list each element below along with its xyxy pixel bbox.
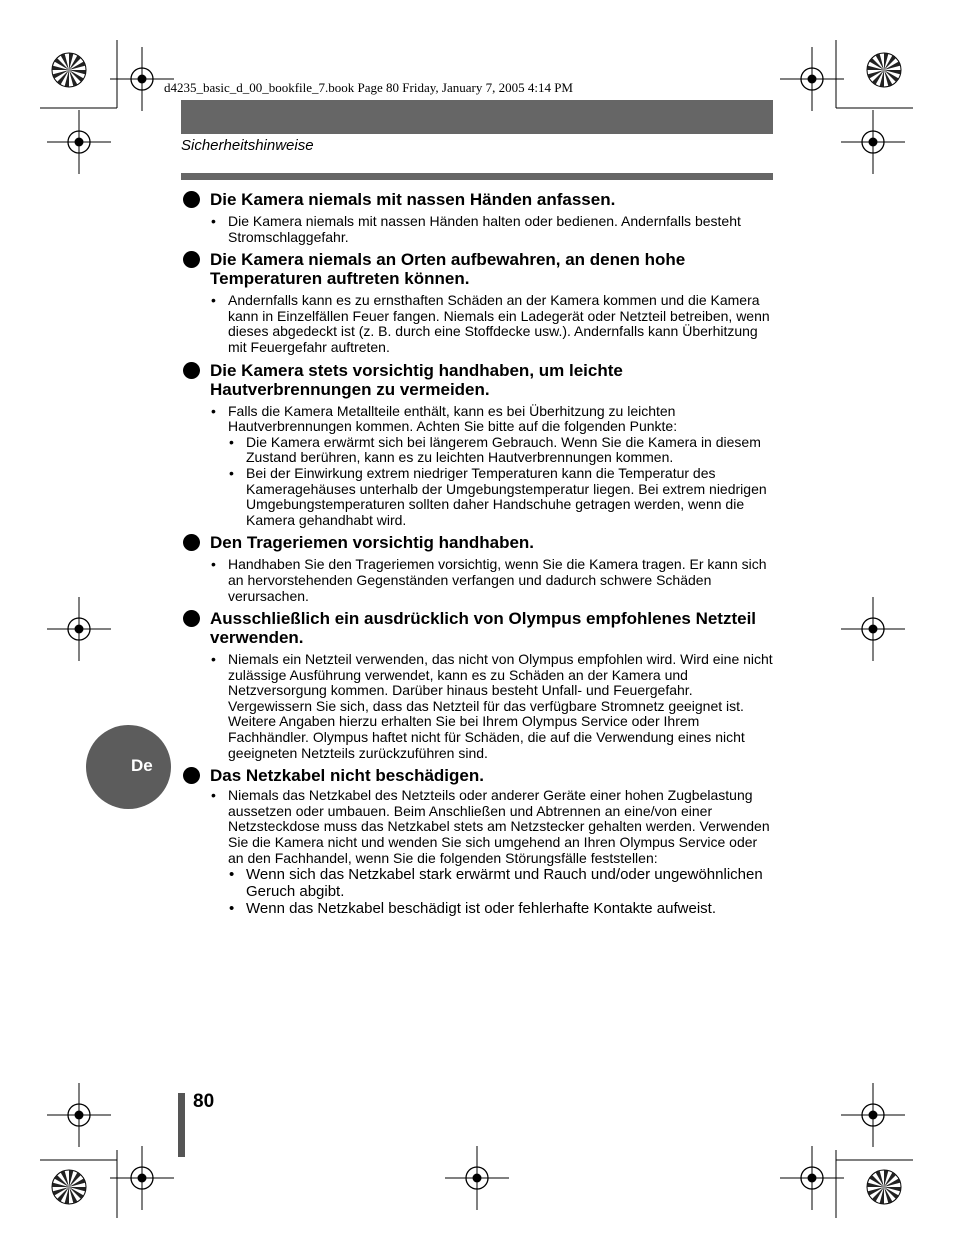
safety-item-high-temperature [181,250,776,355]
language-tab [86,725,171,809]
item-heading: Die Kamera niemals an Orten aufbewahren, an denen hohe Temperaturen auftreten können. [181,250,776,288]
section-title: Sicherheitshinweise [181,137,314,154]
safety-item-power-cord [181,766,776,917]
bullet-dot-icon [183,362,200,379]
bullet-list [181,788,776,917]
bullet-list [181,293,776,355]
bullet-item [228,404,776,529]
sub-bullet-text: • Wenn das Netzkabel beschädigt ist oder fehlerhafte Kontakte aufweist. [246,900,776,917]
header-rule [181,173,773,180]
page-number: 80 [193,1091,215,1112]
print-info: d4235_basic_d_00_bookfile_7.book Page 80 Friday, January 7, 2005 4:14 PM [164,80,573,95]
item-heading: Die Kamera stets vorsichtig handhaben, um leichte Hautverbrennungen zu vermeiden. [181,361,776,399]
sub-list [228,435,776,529]
page-number-bar [178,1093,185,1157]
bullet-list [181,652,776,761]
bullet-text: • Andernfalls kann es zu ernsthaften Schäden an der Kamera kommen und die Kamera kann in Einzelfällen Feuer fangen. Niemals ein Ladegerät oder Netzteil betreiben, wenn dieses abgedeckt ist (z. B. durch eine Stoffdecke usw.). Andernfalls kann Überhitzung mit Feuergefahr auftreten. [228,293,776,355]
safety-item-burns [181,361,776,529]
sub-bullet-text: • Die Kamera erwärmt sich bei längerem Gebrauch. Wenn Sie die Kamera in diesem Zustand berühren, kann es zu leichten Hautverbrennungen kommen. [246,435,776,466]
bullet-dot-icon [183,534,200,551]
bullet-text: Niemals das Netzkabel des Netzteils oder anderer Geräte einer hohen Zugbelastung aussetzen oder umbauen. Beim Anschließen und Abtrennen an eine/von einer Netzsteckdose muss das Netzkabel stets am Netzstecker gehalten werden. Verwenden Sie die Kamera nicht und wenden Sie sich umgehend an Ihren Olympus Service oder an den Fachhandel, wenn Sie die folgenden Störungsfälle feststellen: [228,787,770,866]
safety-item-strap [181,533,776,604]
bullet-list [181,404,776,529]
language-tab-label: De [131,756,153,775]
item-heading: Das Netzkabel nicht beschädigen. [181,766,776,785]
safety-content [181,190,776,917]
bullet-dot-icon [183,767,200,784]
bullet-list [181,214,776,245]
item-heading: Die Kamera niemals mit nassen Händen anfassen. [181,190,776,209]
bullet-text: • Handhaben Sie den Trageriemen vorsichtig, wenn Sie die Kamera tragen. Er kann sich an hervorstehenden Gegenständen verfangen und dadurch schwere Schäden verursachen. [228,557,776,604]
item-heading: Den Trageriemen vorsichtig handhaben. [181,533,776,552]
bullet-text: • Niemals ein Netzteil verwenden, das nicht von Olympus empfohlen wird. Wird eine nicht zulässige Ausführung verwendet, kann es zu Schäden an der Kamera und Netzversorgung kommen. Darüber hinaus besteht Unfall- und Feuergefahr. Vergewissern Sie sich, dass das Netzteil für das verfügbare Stromnetz geeignet ist. Weitere Angaben hierzu erhalten Sie bei Ihrem Olympus Service oder Ihrem Fachhändler. Olympus haftet nicht für Schäden, die auf die Verwendung eines nicht geeigneten Netzteils zurückzuführen sind. [228,652,776,761]
sub-bullet-text: • Bei der Einwirkung extrem niedriger Temperaturen kann die Temperatur des Kameragehäuses unterhalb der Umgebungstemperatur liegen. Bei extrem niedrigen Umgebungstemperaturen sollten daher Handschuhe getragen werden, wenn die Kamera gehandhabt wird. [246,466,776,528]
bullet-dot-icon [183,251,200,268]
safety-item-power-adapter [181,609,776,761]
sub-list [228,866,776,917]
safety-item-wet-hands [181,190,776,245]
sub-bullet-text: • Wenn sich das Netzkabel stark erwärmt und Rauch und/oder ungewöhnlichen Geruch abgibt. [246,866,776,900]
item-heading: Ausschließlich ein ausdrücklich von Olympus empfohlenes Netzteil verwenden. [181,609,776,647]
header-bar [181,100,773,134]
bullet-dot-icon [183,191,200,208]
bullet-text: Falls die Kamera Metallteile enthält, kann es bei Überhitzung zu leichten Hautverbrennungen kommen. Achten Sie bitte auf die folgenden Punkte: [228,402,678,435]
bullet-list [181,557,776,604]
bullet-dot-icon [183,610,200,627]
bullet-text: • Die Kamera niemals mit nassen Händen halten oder bedienen. Andernfalls besteht Stromschlaggefahr. [228,214,776,245]
bullet-item [228,788,776,917]
